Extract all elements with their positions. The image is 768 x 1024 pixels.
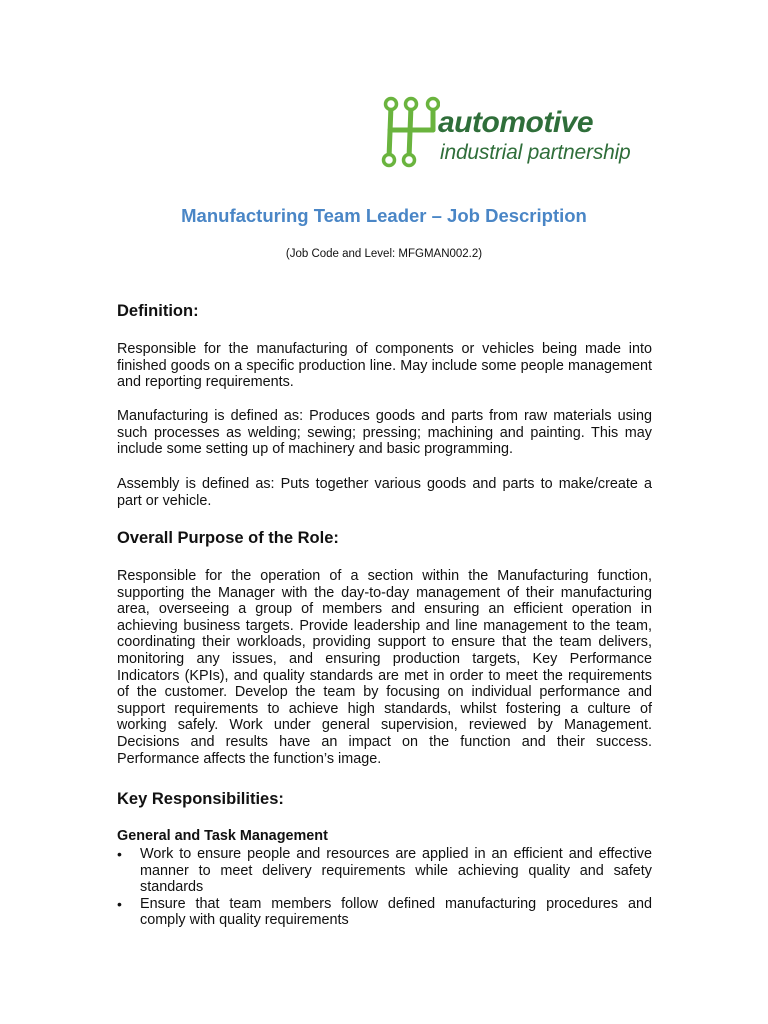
list-item [117, 896, 652, 929]
task-management-subheading: General and Task Management [117, 828, 328, 844]
responsibilities-heading: Key Responsibilities: [117, 790, 284, 808]
purpose-heading: Overall Purpose of the Role: [117, 529, 339, 547]
document-title: Manufacturing Team Leader – Job Description [181, 205, 587, 226]
bullet-icon: • [117, 895, 122, 912]
aip-logo-icon [380, 96, 440, 172]
definition-paragraph-2: Manufacturing is defined as: Produces goods and parts from raw materials using such processes as welding; sewing; pressing; machining and painting. This may include some setting up of machinery and basic programming. [117, 408, 652, 458]
definition-paragraph-1: Responsible for the manufacturing of components or vehicles being made into finished goods on a specific production line. May include some people management and reporting requirements. [117, 341, 652, 391]
definition-paragraph-3: Assembly is defined as: Puts together various goods and parts to make/create a part or vehicle. [117, 476, 652, 509]
company-logo [380, 96, 670, 172]
list-item-text: Ensure that team members follow defined manufacturing procedures and comply with quality requirements [140, 895, 652, 929]
logo-wordmark: automotive [438, 106, 594, 139]
list-item-text: Work to ensure people and resources are applied in an efficient and effective manner to meet delivery requirements while achieving quality and safety standards [140, 846, 652, 896]
list-item [117, 846, 652, 896]
definition-heading: Definition: [117, 302, 199, 320]
job-code: (Job Code and Level: MFGMAN002.2) [285, 248, 483, 260]
responsibilities-list [117, 846, 652, 929]
bullet-icon: • [117, 846, 122, 862]
logo-subtitle: industrial partnership [440, 141, 631, 164]
purpose-paragraph: Responsible for the operation of a section within the Manufacturing function, supporting the Manager with the day-to-day management of their manufacturing area, overseeing a group of members and ensuring an efficient operation in achieving business targets. Provide leadership and line management to the team, coordinating their workloads, providing support to ensure that the team delivers, monitoring any issues, and ensuring production targets, Key Performance Indicators (KPIs), and quality standards are met in order to meet the requirements of the customer. Develop the team by focusing on individual performance and support requirements to achieve high standards, whilst fostering a culture of working safely. Work under general supervision, reviewed by Management. Decisions and results have an impact on the function and their success. Performance affects the function’s image. [117, 568, 652, 767]
